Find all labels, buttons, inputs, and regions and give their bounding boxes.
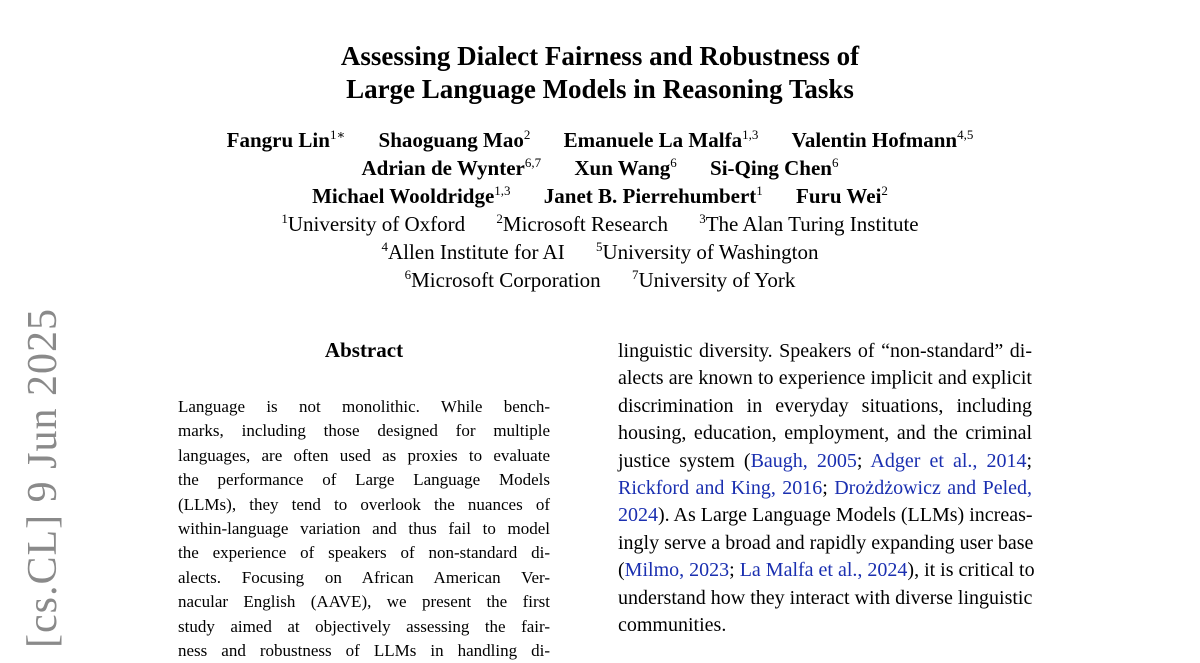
abstract-line: study aimed at objectively assessing the fair- xyxy=(178,616,550,636)
citation-link[interactable]: La Malfa et al., 2024 xyxy=(739,559,908,582)
paper-title xyxy=(0,40,1200,106)
body-line: justice system (Baugh, 2005; Adger et al., 2014; xyxy=(618,449,1033,472)
abstract-line: within-language variation and thus fail to model xyxy=(178,519,550,539)
affiliation: $^5$University of Washington xyxy=(595,239,819,264)
abstract-line: Language is not monolithic. While bench- xyxy=(178,397,550,416)
author: Xun Wang$^6$ xyxy=(574,155,677,180)
abstract-text xyxy=(178,395,550,663)
arxiv-margin-stamp: [cs.CL] 9 Jun 2025 xyxy=(20,308,66,648)
abstract-line: marks, including those designed for multiple xyxy=(178,421,550,441)
author: Shaoguang Mao$^2$ xyxy=(378,127,531,152)
abstract-line: (LLMs), they tend to overlook the nuances of xyxy=(178,494,550,514)
abstract-line: the performance of Large Language Models xyxy=(178,470,550,490)
abstract-line: alects. Focusing on African American Ver- xyxy=(178,567,550,587)
body-line: 2024). As Large Language Models (LLMs) increas- xyxy=(618,504,1033,527)
introduction-text xyxy=(618,338,1035,639)
body-line: understand how they interact with diverse linguistic xyxy=(618,586,1033,609)
citation-link[interactable]: Baugh, 2005 xyxy=(750,449,857,472)
author: Furu Wei$^2$ xyxy=(796,183,888,208)
abstract-line: the experience of speakers of non-standard di- xyxy=(178,543,550,563)
author-line xyxy=(0,182,1200,210)
body-line: communities. xyxy=(618,614,727,637)
body-line: ingly serve a broad and rapidly expanding user base xyxy=(618,531,1034,554)
affiliation-line xyxy=(0,210,1200,238)
author: Si-Qing Chen$^6$ xyxy=(710,155,839,180)
author: Michael Wooldridge$^{1,3}$ xyxy=(312,183,511,208)
abstract-line: ness and robustness of LLMs in handling di- xyxy=(178,641,550,661)
abstract-line: languages, are often used as proxies to evaluate xyxy=(178,445,550,465)
author: Fangru Lin$^{1∗}$ xyxy=(226,127,346,152)
affiliation-line xyxy=(0,238,1200,266)
title-line: Large Language Models in Reasoning Tasks xyxy=(346,74,854,104)
affiliation: $^3$The Alan Turing Institute xyxy=(699,211,919,236)
author-line xyxy=(0,154,1200,182)
author-line xyxy=(0,126,1200,154)
citation-link[interactable]: Milmo, 2023 xyxy=(624,559,730,582)
body-line: linguistic diversity. Speakers of “non-standard” di- xyxy=(618,340,1032,362)
author: Adrian de Wynter$^{6,7}$ xyxy=(361,155,542,180)
affiliation-line xyxy=(0,266,1200,294)
body-line: discrimination in everyday situations, including xyxy=(618,394,1032,417)
body-line: Rickford and King, 2016; Drożdżowicz and Peled, xyxy=(618,477,1032,500)
body-line: (Milmo, 2023; La Malfa et al., 2024), it is critical to xyxy=(618,559,1035,582)
title-line: Assessing Dialect Fairness and Robustness of xyxy=(340,41,860,71)
abstract-line: nacular English (AAVE), we present the first xyxy=(178,592,550,612)
author: Valentin Hofmann$^{4,5}$ xyxy=(791,127,974,152)
author: Janet B. Pierrehumbert$^1$ xyxy=(543,183,763,208)
affiliation: $^1$University of Oxford xyxy=(281,211,466,236)
body-line: housing, education, employment, and the criminal xyxy=(618,422,1032,445)
affiliation: $^7$University of York xyxy=(631,267,796,292)
abstract-heading: Abstract xyxy=(324,338,404,362)
citation-link[interactable]: Drożdżowicz and Peled, xyxy=(834,477,1032,500)
affiliation: $^2$Microsoft Research xyxy=(496,211,668,236)
citation-link[interactable]: Adger et al., 2014 xyxy=(870,449,1027,472)
body-line: alects are known to experience implicit and explicit xyxy=(618,367,1032,390)
author-block xyxy=(0,126,1200,294)
affiliation: $^4$Allen Institute for AI xyxy=(381,239,565,264)
author: Emanuele La Malfa$^{1,3}$ xyxy=(563,127,759,152)
affiliation: $^6$Microsoft Corporation xyxy=(404,267,601,292)
citation-link[interactable]: 2024 xyxy=(618,504,658,527)
citation-link[interactable]: Rickford and King, 2016 xyxy=(618,477,823,500)
